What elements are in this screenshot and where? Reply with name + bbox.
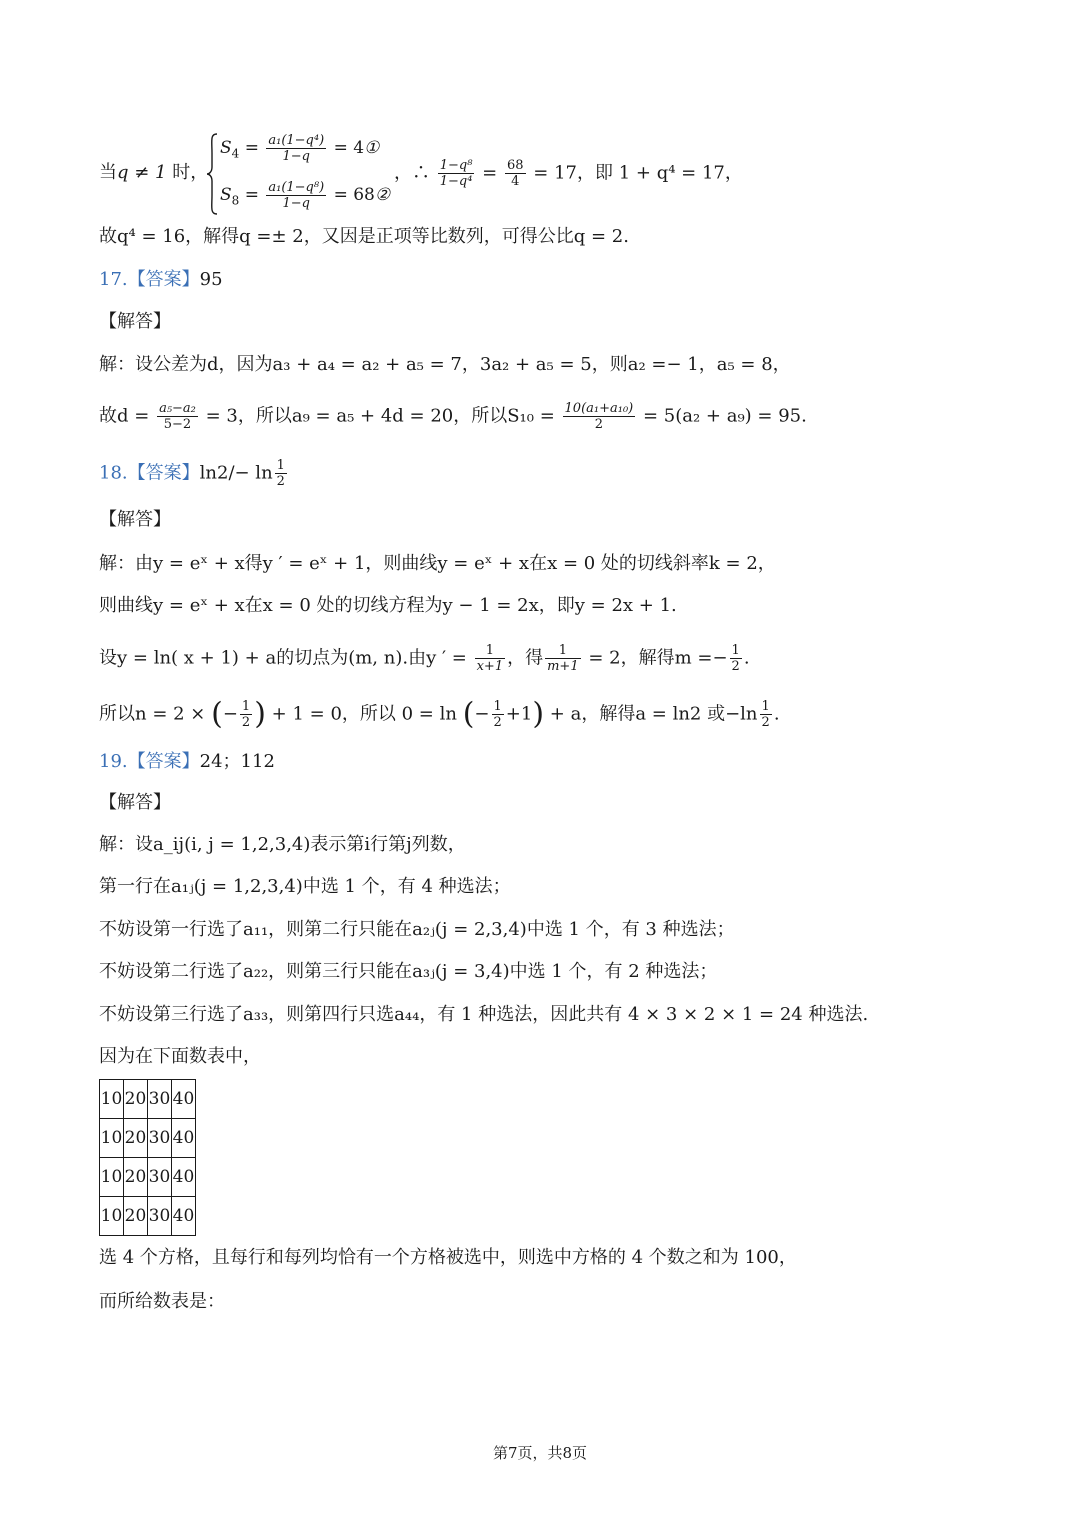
answer-label: 【答案】 (127, 751, 200, 772)
fraction (730, 643, 742, 674)
text: 设y = ln( x + 1) + a的切点为(m, n).由y ′ = (99, 647, 467, 669)
q18-line-4: 所以n = 2 × (− $\frac{1}{2}$ ) + 1 = 0，所以 0 = ln (− $\frac{1}{2}$ +1) + a，解得a = ln2 或−ln $\frac{1}{2}$ . (99, 696, 780, 732)
text: = 3，所以a₉ = a₅ + 4d = 20，所以S₁₀ = (205, 405, 555, 427)
fraction-numerator: 1 (475, 643, 506, 659)
left-brace-icon (206, 133, 218, 215)
answer-value: 24；112 (199, 751, 275, 772)
system-row-2: $S_8$ = $\frac{\text{a₁(1−q⁸)}}{1-q}$ = 68② (220, 180, 391, 211)
text-shi: 时， (166, 162, 209, 183)
fraction (760, 699, 772, 730)
condition-q-not-1: q ≠ 1 (117, 162, 167, 183)
fraction-denominator: m+1 (547, 659, 579, 674)
fraction (438, 158, 475, 189)
table-row (100, 1080, 196, 1119)
text: +1 (505, 703, 533, 725)
therefore-symbol: ，∴ (394, 162, 430, 184)
q19-line-5: 不妨设第三行选了a₃₃，则第四行只选a₄₄，有 1 种选法，因此共有 4 × 3 × 2 × 1 = 24 种选法. (99, 1004, 869, 1025)
text: ，得 (507, 647, 544, 669)
q18-line-2: 则曲线y = eˣ + x在x = 0 处的切线方程为y − 1 = 2x，即y = 2x + 1. (99, 595, 677, 616)
fraction-numerator: a₁(1−q⁸) (268, 180, 325, 195)
text: = 2，解得m =− (588, 647, 728, 669)
table-cell: 40 (172, 1080, 196, 1119)
answer-value: 95 (199, 269, 223, 290)
page-footer: 第7页，共8页 (492, 1444, 588, 1462)
table-cell: 10 (100, 1080, 124, 1119)
q-solution-line: 故q⁴ = 16，解得q =± 2，又因是正项等比数列，可得公比q = 2. (99, 226, 629, 247)
s-subscript: 4 (231, 146, 240, 161)
text-when: 当 (99, 162, 117, 183)
table-cell: 20 (124, 1158, 148, 1197)
fraction (240, 699, 252, 730)
q18-answer-line (99, 458, 289, 489)
table-cell: 30 (148, 1119, 172, 1158)
table-cell: 30 (148, 1197, 172, 1236)
text: + a，解得a = ln2 或−ln (549, 703, 758, 725)
fraction (545, 643, 581, 674)
fraction-numerator: 1 (241, 699, 251, 714)
text: . (743, 647, 750, 669)
q17-line-2 (99, 401, 807, 432)
system-conclusion (394, 158, 743, 189)
fraction-numerator: 1−q⁸ (439, 158, 473, 173)
text: = 5(a₂ + a₉) = 95. (642, 405, 807, 427)
table-cell: 30 (148, 1158, 172, 1197)
fraction (505, 158, 526, 189)
conclusion-text: = 17，即 1 + q⁴ = 17， (533, 162, 743, 184)
fraction-denominator: x+1 (476, 659, 504, 674)
q19-answer-line (99, 750, 275, 774)
text: 所以n = 2 × (99, 703, 206, 725)
fraction-numerator: 10(a₁+a₁₀) (564, 401, 634, 416)
equals-value: = 68 (333, 185, 375, 205)
s-symbol: S (220, 138, 232, 158)
s-subscript: 8 (231, 193, 240, 208)
fraction-denominator: 2 (731, 659, 740, 674)
q19-line-3: 不妨设第一行选了a₁₁，则第二行只能在a₂ⱼ(j = 2,3,4)中选 1 个，有 3 种选法； (99, 919, 735, 940)
text: + 1 = 0，所以 0 = ln (271, 703, 457, 725)
fraction (563, 401, 636, 432)
q17-line-1: 解：设公差为d，因为a₃ + a₄ = a₂ + a₅ = 7，3a₂ + a₅ = 5，则a₂ =− 1，a₅ = 8， (99, 354, 791, 375)
fraction-denominator: 1−q⁴ (439, 174, 473, 189)
q19-line-1: 解：设a_ij(i, j = 1,2,3,4)表示第i行第j列数， (99, 834, 466, 855)
fraction-numerator: 1 (276, 458, 285, 473)
question-number: 19. (99, 751, 128, 772)
q18-line-1: 解：由y = eˣ + x得y ′ = eˣ + 1，则曲线y = eˣ + x在x = 0 处的切线斜率k = 2， (99, 553, 776, 574)
table-cell: 10 (100, 1158, 124, 1197)
fraction-denominator: 2 (276, 474, 285, 489)
fraction-denominator: 2 (493, 715, 502, 730)
table-cell: 20 (124, 1119, 148, 1158)
fraction-numerator: 1 (545, 643, 581, 659)
table-cell: 40 (172, 1158, 196, 1197)
q19-line-6: 因为在下面数表中， (99, 1046, 261, 1067)
answer-value: ln2/− ln (199, 462, 273, 484)
fraction (475, 643, 506, 674)
fraction (492, 699, 504, 730)
fraction-numerator: 1 (761, 699, 770, 714)
equals-sign: = (482, 162, 498, 184)
s-symbol: S (220, 185, 232, 205)
table-cell: 40 (172, 1119, 196, 1158)
q19-line-8: 而所给数表是： (99, 1291, 225, 1312)
q18-line-3 (99, 643, 750, 674)
equals-value: = 4 (333, 138, 365, 158)
table-cell: 20 (124, 1080, 148, 1119)
q19-line-4: 不妨设第二行选了a₂₂，则第三行只能在a₃ⱼ(j = 3,4)中选 1 个，有 2 种选法； (99, 961, 718, 982)
table-cell: 10 (100, 1197, 124, 1236)
number-table (99, 1079, 196, 1236)
fraction-denominator: 2 (241, 715, 251, 730)
q17-answer-line (99, 268, 223, 292)
q18-jieda-heading: 【解答】 (99, 509, 171, 530)
q19-line-2: 第一行在a₁ⱼ(j = 1,2,3,4)中选 1 个，有 4 种选法； (99, 876, 511, 897)
answer-label: 【答案】 (127, 462, 200, 484)
circle-mark-2: ② (374, 185, 391, 205)
answer-label: 【答案】 (127, 269, 200, 290)
fraction-denominator: 1−q (282, 149, 311, 164)
question-number: 18. (99, 462, 128, 484)
fraction (266, 180, 326, 211)
fraction-numerator: a₅−a₂ (159, 401, 196, 416)
table-cell: 30 (148, 1080, 172, 1119)
fraction (275, 458, 287, 489)
fraction-numerator: a₁(1−q⁴) (268, 133, 325, 148)
q19-jieda-heading: 【解答】 (99, 792, 171, 813)
fraction-denominator: 5−2 (163, 417, 192, 432)
table-cell: 10 (100, 1119, 124, 1158)
fraction-numerator: 1 (731, 643, 740, 658)
fraction (266, 133, 326, 164)
text: 故d = (99, 405, 150, 427)
system-intro (99, 161, 208, 185)
text: . (773, 703, 780, 725)
table-row (100, 1158, 196, 1197)
q19-line-7: 选 4 个方格，且每行和每列均恰有一个方格被选中，则选中方格的 4 个数之和为 100， (99, 1247, 797, 1268)
fraction-denominator: 2 (761, 715, 770, 730)
table-cell: 40 (172, 1197, 196, 1236)
q17-jieda-heading: 【解答】 (99, 311, 171, 332)
fraction-numerator: 1 (493, 699, 502, 714)
circle-mark-1: ① (364, 138, 380, 158)
question-number: 17. (99, 269, 128, 290)
table-cell: 20 (124, 1197, 148, 1236)
table-row (100, 1119, 196, 1158)
fraction-numerator: 68 (507, 158, 524, 173)
fraction-denominator: 2 (594, 417, 604, 432)
fraction-denominator: 1−q (282, 196, 311, 211)
fraction (157, 401, 198, 432)
fraction-denominator: 4 (511, 174, 520, 189)
system-row-1: $S_4$ = $\frac{\text{a₁(1−q⁴)}}{1-q}$ = 4① (220, 133, 380, 164)
table-row (100, 1197, 196, 1236)
